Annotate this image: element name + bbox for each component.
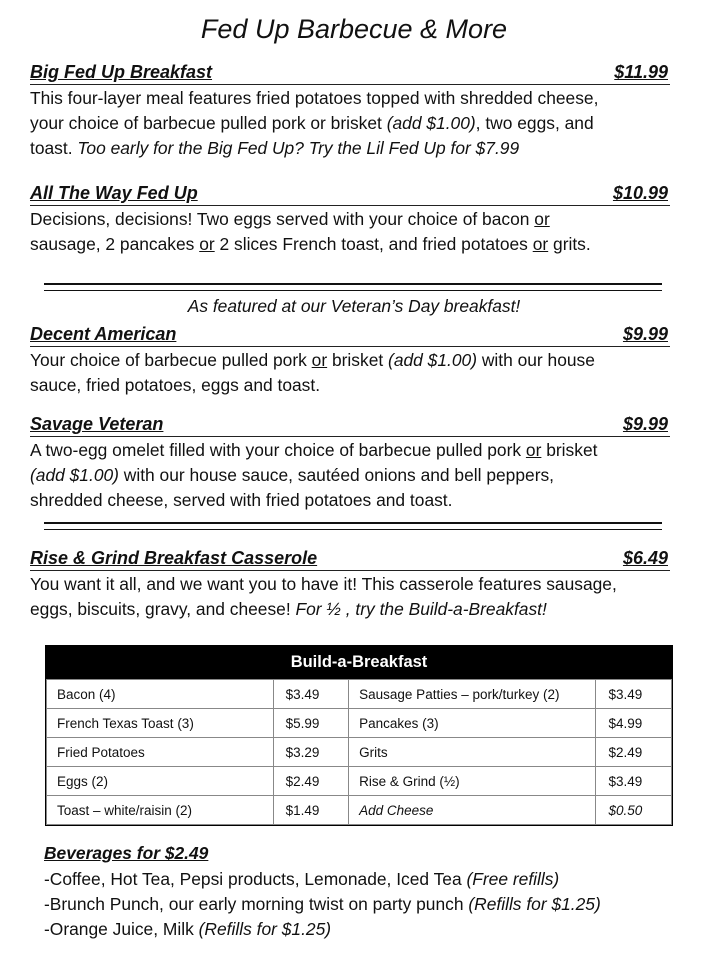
- table-cell: Toast – white/raisin (2): [47, 796, 274, 825]
- item-description: [30, 348, 690, 398]
- beverage-line: [44, 919, 331, 940]
- item-name: All The Way Fed Up: [30, 183, 198, 203]
- table-row: [47, 680, 672, 709]
- table-row: [47, 767, 672, 796]
- desc-text: sauce, fried potatoes, eggs and toast.: [30, 375, 321, 395]
- table-cell: $3.29: [273, 738, 349, 767]
- table-cell: $3.49: [273, 680, 349, 709]
- desc-text: brisket: [327, 350, 389, 370]
- beverage-text: -Brunch Punch, our early morning twist on party punch: [44, 894, 469, 914]
- table-cell: Eggs (2): [47, 767, 274, 796]
- desc-text: , two eggs, and: [475, 113, 594, 133]
- desc-emphasis: or: [532, 234, 549, 254]
- table-cell: $3.49: [596, 680, 672, 709]
- table-row: [47, 738, 672, 767]
- menu-item-header: [30, 324, 670, 347]
- item-price: $9.99: [622, 324, 668, 344]
- item-price: $11.99: [614, 62, 668, 82]
- desc-text: Decisions, decisions! Two eggs served with your choice of bacon: [30, 209, 535, 229]
- desc-text: shredded cheese, served with fried potatoes and toast.: [30, 490, 453, 510]
- desc-emphasis: or: [199, 234, 215, 254]
- desc-text: grits.: [548, 234, 591, 254]
- desc-text: your choice of barbecue pulled pork or brisket: [30, 113, 387, 133]
- table-cell: Rise & Grind (½): [349, 767, 596, 796]
- menu-item-header: [30, 414, 670, 437]
- menu-item-header: [30, 183, 670, 206]
- beverage-refill-note: (Free refills): [466, 869, 560, 889]
- section-divider: [44, 522, 662, 530]
- table-cell: $3.49: [596, 767, 672, 796]
- desc-emphasis: or: [311, 350, 328, 370]
- item-price: $10.99: [612, 183, 668, 203]
- table-cell: $5.99: [273, 709, 349, 738]
- item-name: Rise & Grind Breakfast Casserole: [30, 548, 318, 568]
- desc-text: eggs, biscuits, gravy, and cheese!: [30, 599, 296, 619]
- desc-note: (add $1.00): [30, 465, 119, 485]
- desc-text: with our house: [476, 350, 595, 370]
- build-a-breakfast-grid: [46, 679, 672, 825]
- table-cell: Add Cheese: [349, 796, 596, 825]
- desc-note: (add $1.00): [386, 113, 476, 133]
- menu-title: Fed Up Barbecue & More: [200, 14, 508, 44]
- table-cell: Fried Potatoes: [47, 738, 274, 767]
- table-cell: $2.49: [273, 767, 349, 796]
- desc-text: brisket: [541, 440, 598, 460]
- table-cell: Sausage Patties – pork/turkey (2): [349, 680, 596, 709]
- desc-text: sausage, 2 pancakes: [30, 234, 200, 254]
- desc-text: This four-layer meal features fried potatoes topped with shredded cheese,: [30, 88, 599, 108]
- section-divider: [44, 283, 662, 291]
- desc-text: You want it all, and we want you to have it! This casserole features sausage,: [30, 574, 617, 594]
- item-description: [30, 207, 690, 257]
- beverage-line: [44, 869, 559, 890]
- desc-text: Your choice of barbecue pulled pork: [30, 350, 312, 370]
- desc-note: Too early for the Big Fed Up? Try the Lil Fed Up for $7.99: [77, 138, 520, 158]
- build-a-breakfast-title: Build-a-Breakfast: [46, 646, 672, 679]
- build-a-breakfast-table: [45, 645, 673, 826]
- table-cell: Grits: [349, 738, 596, 767]
- table-row: [47, 796, 672, 825]
- item-description: [30, 572, 690, 622]
- beverage-text: -Coffee, Hot Tea, Pepsi products, Lemonade, Iced Tea: [44, 869, 467, 889]
- table-row: [47, 709, 672, 738]
- desc-note: (add $1.00): [388, 350, 477, 370]
- table-cell: French Texas Toast (3): [47, 709, 274, 738]
- menu-item-header: [30, 548, 670, 571]
- table-cell: $2.49: [596, 738, 672, 767]
- item-price: $6.49: [622, 548, 668, 568]
- menu-item-header: [30, 62, 670, 85]
- table-cell: Pancakes (3): [349, 709, 596, 738]
- item-description: [30, 438, 690, 513]
- desc-text: toast.: [30, 138, 78, 158]
- desc-text: A two-egg omelet filled with your choice of barbecue pulled pork: [30, 440, 526, 460]
- desc-text: 2 slices French toast, and fried potatoes: [214, 234, 533, 254]
- table-cell: $4.99: [596, 709, 672, 738]
- featured-note: As featured at our Veteran’s Day breakfast!: [187, 296, 521, 316]
- beverage-text: -Orange Juice, Milk: [44, 919, 199, 939]
- desc-text: with our house sauce, sautéed onions and bell peppers,: [118, 465, 555, 485]
- desc-note: For ½ , try the Build-a-Breakfast!: [295, 599, 547, 619]
- item-name: Decent American: [30, 324, 177, 344]
- table-cell: $1.49: [273, 796, 349, 825]
- beverage-line: [44, 894, 601, 915]
- beverage-refill-note: (Refills for $1.25): [198, 919, 332, 939]
- item-name: Big Fed Up Breakfast: [30, 62, 213, 82]
- item-description: [30, 86, 690, 161]
- item-name: Savage Veteran: [30, 414, 164, 434]
- item-price: $9.99: [622, 414, 668, 434]
- table-cell: Bacon (4): [47, 680, 274, 709]
- desc-emphasis: or: [534, 209, 550, 229]
- beverages-heading: Beverages for $2.49: [44, 843, 209, 863]
- desc-emphasis: or: [525, 440, 542, 460]
- table-cell: $0.50: [596, 796, 672, 825]
- beverage-refill-note: (Refills for $1.25): [468, 894, 601, 914]
